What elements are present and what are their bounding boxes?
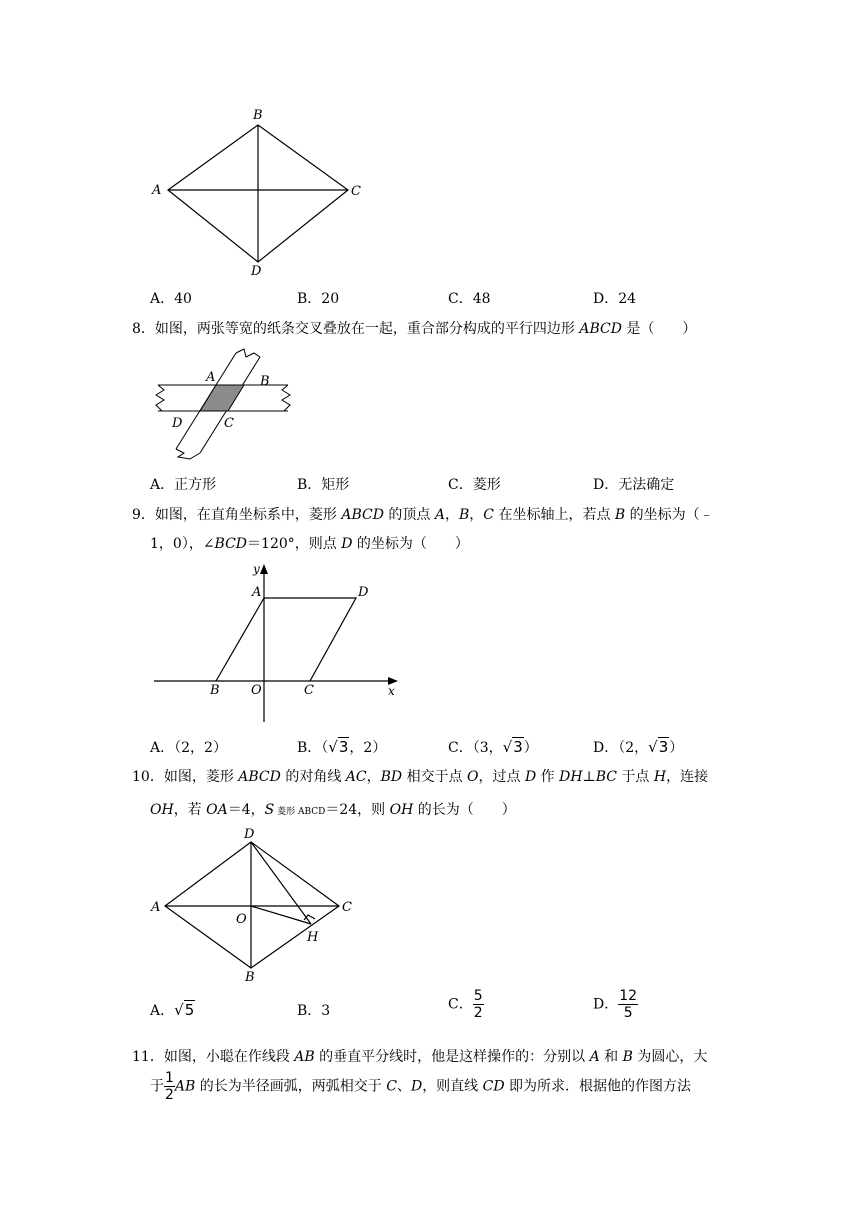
q10-option-b: B．3 [297, 1003, 331, 1019]
q8-stem: 8．如图，两张等宽的纸条交叉叠放在一起，重合部分构成的平行四边形 ABCD 是（ ） [132, 321, 697, 337]
q9-option-c: C．（3，√3） [448, 738, 538, 756]
q8-option-d: D．无法确定 [593, 477, 675, 493]
q8-option-c: C．菱形 [448, 477, 501, 493]
sqrt-symbol: √3 [328, 738, 349, 756]
fraction: $\frac{5}{2}$ [473, 988, 483, 1021]
q10-stem-line2: OH，若 OA＝4，S 菱形 ABCD＝24，则 OH 的长为（ ） [150, 802, 516, 818]
q9-coordinate-figure [150, 560, 410, 730]
q8-label-a: A [206, 370, 216, 385]
q9-label-c: C [304, 683, 314, 698]
q9-stem-line2: 1，0），∠BCD＝120°，则点 D 的坐标为（ ） [150, 536, 469, 552]
sqrt-symbol: √3 [648, 738, 669, 756]
q8-label-d: D [172, 416, 183, 431]
q9-label-y: y [253, 562, 260, 576]
q9-option-a: A．（2，2） [150, 740, 227, 756]
q10-option-d: D． $\frac{12}{5}$ [593, 988, 638, 1021]
q10-label-h: H [307, 930, 319, 945]
q10-option-c: C． $\frac{5}{2}$ [448, 988, 483, 1021]
q8-paper-strips-figure [148, 345, 298, 470]
q7-label-d: D [251, 264, 262, 279]
sqrt-symbol: √5 [174, 1001, 195, 1019]
q8-label-c: C [224, 416, 234, 431]
q7-option-a: A．40 [150, 291, 192, 307]
q10-label-o: O [236, 912, 247, 927]
q10-rhombus-figure [145, 826, 375, 986]
q8-option-b: B．矩形 [297, 477, 350, 493]
q10-stem-line1: 10．如图，菱形 ABCD 的对角线 AC，BD 相交于点 O，过点 D 作 DH⊥BC 于点 H，连接 [132, 769, 709, 785]
q10-label-a: A [151, 900, 161, 915]
fraction: $\frac{12}{5}$ [619, 988, 638, 1021]
q7-option-d: D．24 [593, 291, 637, 307]
fraction: $\frac{1}{2}$ [165, 1070, 174, 1103]
q10-label-c: C [342, 900, 352, 915]
q7-option-c: C．48 [448, 291, 491, 307]
q7-rhombus-figure [140, 100, 380, 280]
q7-label-b: B [253, 108, 263, 123]
q9-label-o: O [251, 683, 262, 698]
q8-label-b: B [260, 374, 270, 389]
q10-option-a: A．√5 [150, 1001, 195, 1019]
q9-label-b: B [210, 683, 220, 698]
q9-label-x: x [388, 684, 395, 698]
q9-label-a: A [252, 585, 262, 600]
q7-label-a: A [152, 183, 162, 198]
q9-option-d: D．（2，√3） [593, 738, 684, 756]
q11-stem-line1: 11．如图，小聪在作线段 AB 的垂直平分线时，他是这样操作的：分别以 A 和 B 为圆心，大 [132, 1049, 708, 1065]
q11-stem-line2: 于 $\frac{1}{2}$ AB 的长为半径画弧，两弧相交于 C、D，则直线 CD 即为所求．根据他的作图方法 [150, 1070, 692, 1103]
q7-option-b: B．20 [297, 291, 340, 307]
sqrt-symbol: √3 [502, 738, 523, 756]
q8-option-a: A．正方形 [150, 477, 217, 493]
q7-label-c: C [351, 184, 361, 199]
q10-label-b: B [245, 970, 255, 985]
q9-option-b: B．（√3，2） [297, 738, 387, 756]
q9-stem-line1: 9．如图，在直角坐标系中，菱形 ABCD 的顶点 A，B，C 在坐标轴上，若点 B 的坐标为（﹣ [132, 507, 714, 523]
q9-label-d: D [358, 585, 369, 600]
q10-label-d: D [244, 827, 255, 842]
